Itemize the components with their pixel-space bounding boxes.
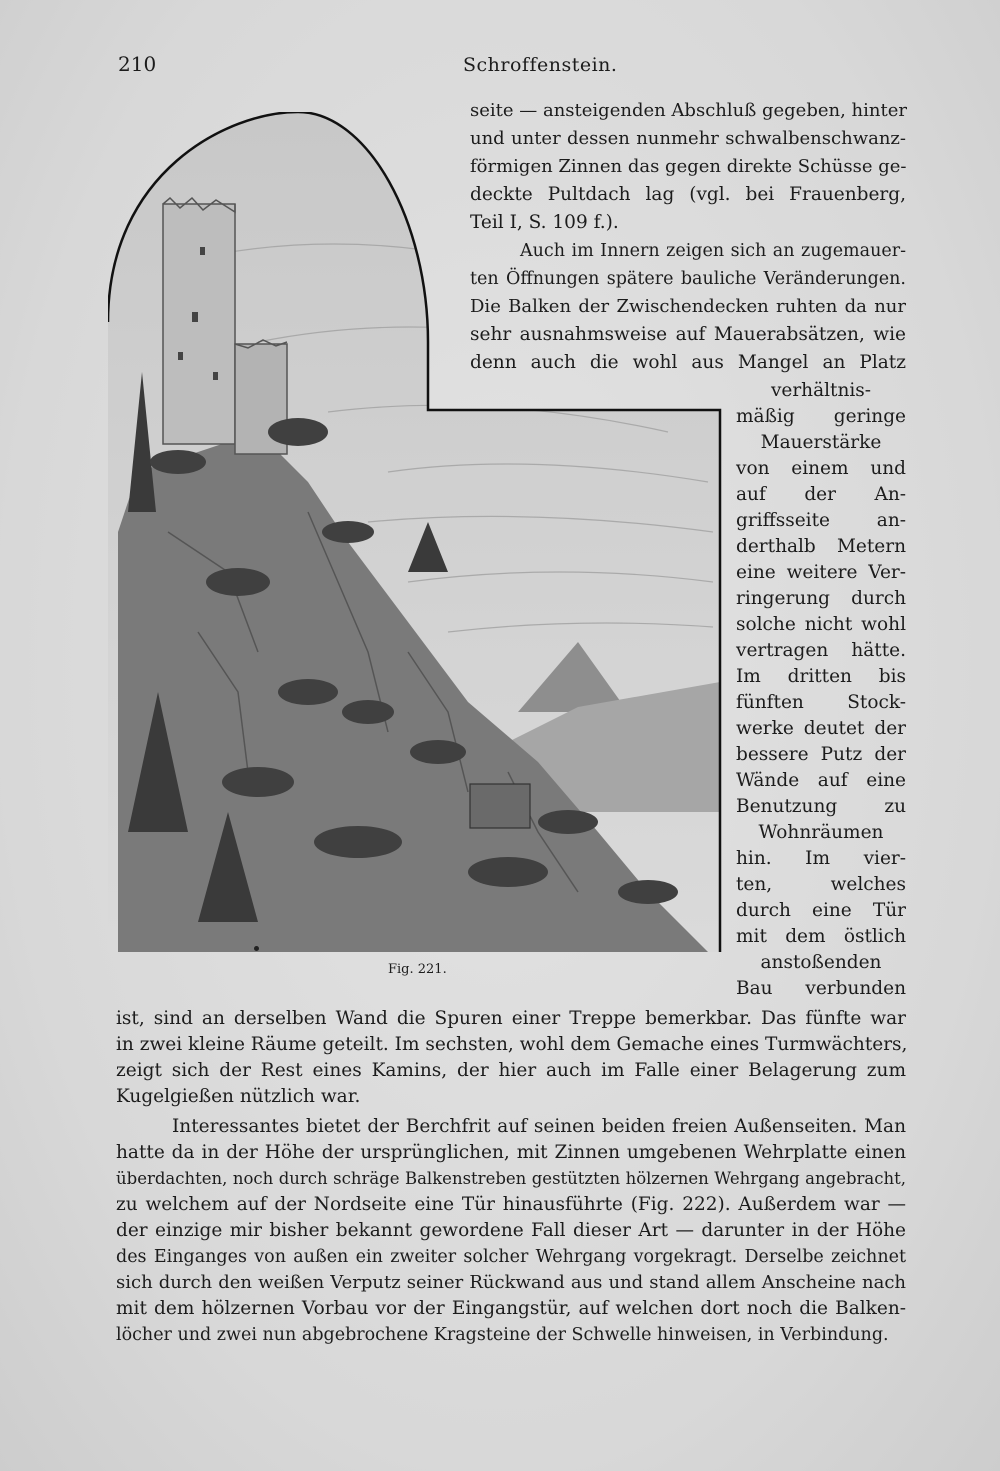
text-line: sehr ausnahmsweise auf Mauerabsätzen, wie xyxy=(470,324,906,345)
text-line: fünften Stock- xyxy=(736,692,906,713)
text-line: Interessantes bietet der Berchfrit auf seinen beiden freien Außenseiten. Man xyxy=(172,1116,906,1137)
text-line: Bau verbunden xyxy=(736,978,906,999)
text-line: des Einganges von außen ein zweiter solcher Wehrgang vorgekragt. Derselbe zeichnet xyxy=(116,1247,906,1267)
text-line: ist, sind an derselben Wand die Spuren einer Treppe bemerkbar. Das fünfte war xyxy=(116,1008,906,1029)
text-line: Die Balken der Zwischendecken ruhten da nur xyxy=(470,296,906,317)
text-line: Im dritten bis xyxy=(736,666,906,687)
text-line: Auch im Innern zeigen sich an zugemauer- xyxy=(520,241,906,261)
text-line: auf der An- xyxy=(736,484,906,505)
text-line: mäßig geringe xyxy=(736,406,906,427)
text-line: überdachten, noch durch schräge Balkenstreben gestützten hölzernen Wehrgang angebracht, xyxy=(116,1169,906,1188)
page-number: 210 xyxy=(118,52,157,76)
text-line: werke deutet der xyxy=(736,718,906,739)
text-line: mit dem östlich xyxy=(736,926,906,947)
text-line: vertragen hätte. xyxy=(736,640,906,661)
text-line: hin. Im vier- xyxy=(736,848,906,869)
text-line: griffsseite an- xyxy=(736,510,906,531)
text-line: Benutzung zu xyxy=(736,796,906,817)
text-line: denn auch die wohl aus Mangel an Platz xyxy=(470,352,906,373)
text-line: eine weitere Ver- xyxy=(736,562,906,583)
text-line: bessere Putz der xyxy=(736,744,906,765)
text-line: der einzige mir bisher bekannt gewordene Fall dieser Art — darunter in der Höhe xyxy=(116,1220,906,1241)
text-line: mit dem hölzernen Vorbau vor der Eingangstür, auf welchen dort noch die Balken- xyxy=(116,1298,906,1319)
text-line: löcher und zwei nun abgebrochene Kragsteine der Schwelle hinweisen, in Verbindung. xyxy=(116,1325,889,1345)
text-line: förmigen Zinnen das gegen direkte Schüsse ge- xyxy=(470,156,907,177)
text-line: in zwei kleine Räume geteilt. Im sechsten, wohl dem Gemache eines Turmwächters, xyxy=(116,1034,908,1055)
text-line: derthalb Metern xyxy=(736,536,906,557)
text-line: Mauerstärke xyxy=(760,432,882,453)
text-line: deckte Pultdach lag (vgl. bei Frauenberg, xyxy=(470,184,906,205)
text-line: anstoßenden xyxy=(760,952,882,973)
text-line: Wände auf eine xyxy=(736,770,906,791)
text-line: Wohnräumen xyxy=(758,822,884,843)
text-line: und unter dessen nunmehr schwalbenschwanz- xyxy=(470,128,906,149)
text-line: ten Öffnungen spätere bauliche Veränderungen. xyxy=(470,269,906,289)
running-head: Schroffenstein. xyxy=(463,54,618,76)
text-line: Kugelgießen nützlich war. xyxy=(116,1086,361,1107)
text-line: Teil I, S. 109 f.). xyxy=(470,212,619,233)
text-line: durch eine Tür xyxy=(736,900,906,921)
text-line: sich durch den weißen Verputz seiner Rückwand aus und stand allem Anscheine nach xyxy=(116,1272,906,1293)
page-header xyxy=(118,52,908,82)
text-line: ringerung durch xyxy=(736,588,906,609)
text-line: verhältnis- xyxy=(770,380,872,401)
text-line: ten, welches xyxy=(736,874,906,895)
text-line: zu welchem auf der Nordseite eine Tür hinausführte (Fig. 222). Außerdem war — xyxy=(116,1194,906,1215)
text-line: von einem und xyxy=(736,458,906,479)
text-line: hatte da in der Höhe der ursprünglichen, mit Zinnen umgebenen Wehrplatte einen xyxy=(116,1142,906,1163)
text-line: solche nicht wohl xyxy=(736,614,906,635)
figure-caption: Fig. 221. xyxy=(388,962,447,977)
stray-dot xyxy=(254,946,259,951)
text-line: zeigt sich der Rest eines Kamins, der hier auch im Falle einer Belagerung zum xyxy=(116,1060,906,1081)
text-line: seite — ansteigenden Abschluß gegeben, hinter xyxy=(470,100,907,121)
